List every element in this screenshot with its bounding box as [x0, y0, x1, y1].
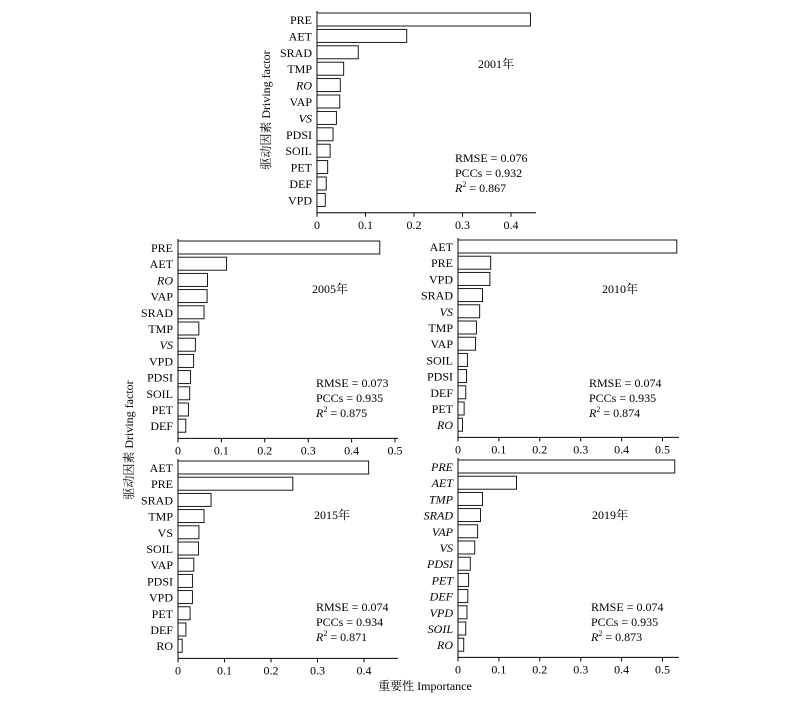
bar-soil [317, 144, 330, 157]
bar-pdsi [317, 128, 333, 141]
x-axis-title: 重要性 Importance [378, 679, 472, 693]
category-label: PET [290, 160, 312, 175]
year-label: 2019年 [592, 508, 629, 522]
bar-pdsi [178, 371, 191, 384]
x-tick-label: 0.5 [655, 442, 670, 457]
pccs-text: PCCs = 0.935 [316, 391, 384, 405]
category-label: SOIL [426, 353, 453, 368]
bar-tmp [458, 321, 476, 334]
category-label: AET [288, 29, 312, 44]
bar-aet [178, 257, 227, 270]
bar-srad [317, 46, 358, 59]
category-label: PET [431, 573, 453, 588]
bar-pet [178, 403, 188, 416]
category-label: SOIL [146, 542, 173, 556]
pccs-text: PCCs = 0.934 [316, 615, 384, 629]
bar-vs [178, 338, 195, 351]
r2-value: = 0.874 [600, 406, 641, 420]
category-label: DEF [429, 589, 453, 604]
bar-pre [317, 13, 530, 26]
r2-symbol: R [316, 406, 324, 420]
r2-superscript: 2 [596, 405, 601, 414]
r2-text [588, 405, 640, 420]
x-tick-label: 0.4 [614, 662, 630, 677]
x-tick-label: 0.1 [491, 442, 507, 457]
r2-text [315, 405, 367, 420]
bar-pdsi [178, 574, 192, 587]
bar-aet [458, 476, 516, 489]
bar-def [178, 623, 186, 636]
bar-pre [458, 256, 491, 269]
category-label: PET [431, 402, 453, 416]
x-tick-label: 0.2 [263, 663, 279, 678]
x-tick-label: 0.5 [387, 443, 403, 458]
bar-pet [458, 573, 469, 586]
category-label: DEF [150, 419, 173, 434]
category-label: VS [298, 111, 312, 126]
pccs-text: PCCs = 0.935 [589, 391, 657, 405]
category-label: VS [439, 304, 453, 319]
rmse-text: RMSE = 0.074 [591, 600, 664, 614]
bar-ro [317, 79, 340, 92]
bar-vap [458, 337, 476, 350]
bar-pdsi [458, 557, 470, 570]
category-label: RO [157, 273, 173, 288]
chart-panel-2015年 [141, 459, 398, 677]
category-label: TMP [287, 62, 312, 77]
bar-tmp [178, 510, 204, 523]
x-tick-label: 0.5 [655, 662, 670, 677]
year-label: 2005年 [312, 282, 349, 296]
bar-vap [317, 95, 340, 108]
r2-superscript: 2 [323, 629, 328, 638]
bar-def [458, 590, 468, 603]
x-tick-label: 0.3 [573, 662, 589, 677]
category-label: AET [429, 240, 453, 254]
x-tick-label: 0 [455, 662, 461, 677]
category-label: VS [439, 541, 453, 555]
category-label: PDSI [427, 557, 453, 572]
r2-superscript: 2 [323, 405, 328, 414]
category-label: PDSI [285, 127, 312, 142]
x-tick-label: 0.2 [532, 442, 548, 457]
category-label: VAP [431, 524, 453, 539]
rmse-text: RMSE = 0.074 [316, 600, 389, 614]
category-label: DEF [289, 177, 312, 191]
pccs-text: PCCs = 0.932 [455, 166, 523, 180]
category-label: DEF [430, 385, 453, 400]
x-tick-label: 0.4 [344, 443, 360, 458]
bar-srad [178, 493, 211, 506]
bar-vpd [317, 193, 325, 206]
bar-soil [458, 622, 466, 635]
category-label: RO [437, 638, 453, 653]
bar-pet [178, 607, 190, 620]
bar-tmp [458, 492, 483, 505]
year-label: 2001年 [478, 57, 515, 71]
x-tick-label: 0.3 [573, 442, 589, 457]
chart-panel-2019年 [424, 458, 679, 676]
x-tick-label: 0.1 [213, 443, 229, 458]
r2-value: = 0.873 [602, 630, 643, 644]
bar-pet [458, 402, 464, 415]
pccs-text: PCCs = 0.935 [591, 615, 659, 629]
bar-soil [178, 542, 198, 555]
x-tick-label: 0.1 [217, 663, 232, 678]
bar-soil [178, 387, 190, 400]
y-axis-title-top: 驱动因素 Driving factor [259, 50, 273, 170]
category-label: VAP [150, 558, 173, 573]
year-label: 2015年 [314, 508, 351, 522]
bar-vs [458, 305, 480, 318]
category-label: VPD [287, 193, 312, 208]
category-label: PRE [150, 477, 173, 492]
r2-superscript: 2 [462, 180, 467, 189]
bar-aet [178, 461, 369, 474]
bar-ro [178, 273, 208, 286]
category-label: DEF [150, 623, 173, 637]
category-label: RO [437, 418, 453, 433]
category-label: PRE [150, 241, 173, 255]
category-label: SOIL [285, 144, 312, 159]
category-label: VS [159, 338, 173, 353]
r2-value: = 0.867 [466, 181, 507, 195]
rmse-text: RMSE = 0.076 [455, 151, 528, 165]
category-label: SRAD [140, 305, 173, 320]
category-label: RO [296, 78, 312, 93]
bar-pre [178, 241, 380, 254]
bar-aet [458, 240, 677, 253]
y-axis-title-bottom: 驱动因素 Driving factor [122, 380, 136, 500]
r2-symbol: R [316, 630, 324, 644]
x-tick-label: 0.4 [614, 442, 630, 457]
category-label: PRE [430, 256, 453, 271]
r2-value: = 0.875 [327, 406, 368, 420]
r2-symbol: R [591, 630, 599, 644]
bar-pet [317, 161, 328, 174]
r2-text [315, 629, 367, 644]
bar-vpd [458, 272, 490, 285]
x-tick-label: 0.3 [300, 443, 316, 458]
x-tick-label: 0.2 [406, 217, 422, 232]
x-tick-label: 0.4 [503, 217, 519, 232]
bar-vap [178, 290, 207, 303]
category-label: AET [431, 476, 453, 491]
bar-vs [178, 526, 199, 539]
category-label: VS [157, 525, 173, 540]
bar-def [317, 177, 326, 190]
r2-value: = 0.871 [327, 630, 368, 644]
x-tick-label: 0 [314, 217, 320, 232]
x-tick-label: 0.2 [257, 443, 273, 458]
x-tick-label: 0.4 [356, 663, 372, 678]
category-label: VAP [150, 289, 173, 304]
category-label: SRAD [420, 288, 453, 303]
x-tick-label: 0.1 [358, 217, 373, 232]
category-label: PRE [289, 13, 312, 27]
bar-vs [317, 111, 336, 124]
category-label: RO [156, 639, 173, 654]
bar-srad [458, 509, 480, 522]
year-label: 2010年 [602, 282, 639, 296]
rmse-text: RMSE = 0.073 [316, 376, 389, 390]
category-label: TMP [428, 321, 453, 335]
x-tick-label: 0.2 [532, 662, 548, 677]
rmse-text: RMSE = 0.074 [589, 376, 662, 390]
x-tick-label: 0 [175, 663, 181, 678]
bar-vpd [458, 606, 467, 619]
x-tick-label: 0.3 [310, 663, 325, 678]
bar-soil [458, 353, 467, 366]
r2-text [590, 629, 642, 644]
category-label: VPD [428, 272, 453, 287]
category-label: PDSI [146, 574, 173, 589]
chart-panel-2010年 [421, 238, 679, 456]
chart-panel-2005年 [141, 239, 403, 457]
category-label: PDSI [146, 370, 173, 385]
category-label: TMP [148, 322, 173, 336]
bar-vpd [178, 591, 192, 604]
bar-vpd [178, 354, 194, 367]
chart-panels [141, 11, 679, 677]
bar-tmp [178, 322, 199, 335]
bar-tmp [317, 62, 344, 75]
r2-superscript: 2 [598, 629, 603, 638]
category-label: SOIL [427, 622, 453, 636]
bar-ro [458, 418, 462, 431]
category-label: TMP [429, 492, 453, 507]
bar-pre [178, 477, 293, 490]
category-label: PDSI [426, 369, 453, 384]
x-tick-label: 0 [455, 442, 461, 457]
bar-def [458, 386, 466, 399]
category-label: SRAD [423, 508, 453, 523]
bar-ro [458, 638, 464, 651]
r2-text [454, 180, 506, 195]
category-label: VPD [429, 605, 453, 620]
bar-pre [458, 460, 675, 473]
category-label: SRAD [140, 493, 173, 508]
category-label: VAP [430, 337, 453, 352]
bar-vap [178, 558, 194, 571]
bar-srad [178, 306, 204, 319]
category-label: PRE [431, 460, 453, 474]
category-label: VAP [289, 95, 312, 109]
x-tick-label: 0 [175, 443, 181, 458]
bar-vs [458, 541, 475, 554]
category-label: PET [151, 403, 173, 417]
category-label: TMP [148, 509, 173, 524]
chart-panel-2001年 [280, 11, 536, 232]
category-label: PET [151, 606, 173, 621]
bar-aet [317, 29, 407, 42]
bar-vap [458, 525, 478, 538]
category-label: SOIL [146, 386, 173, 401]
category-label: SRAD [279, 45, 312, 60]
x-tick-label: 0.1 [491, 662, 507, 677]
bar-def [178, 419, 186, 432]
bar-ro [178, 639, 182, 652]
category-label: VPD [148, 354, 173, 369]
r2-symbol: R [589, 406, 597, 420]
x-tick-label: 0.3 [455, 217, 470, 232]
category-label: AET [149, 257, 173, 272]
category-label: VPD [148, 590, 173, 605]
category-label: AET [149, 461, 173, 475]
r2-symbol: R [455, 181, 463, 195]
bar-srad [458, 289, 483, 302]
bar-pdsi [458, 370, 467, 383]
